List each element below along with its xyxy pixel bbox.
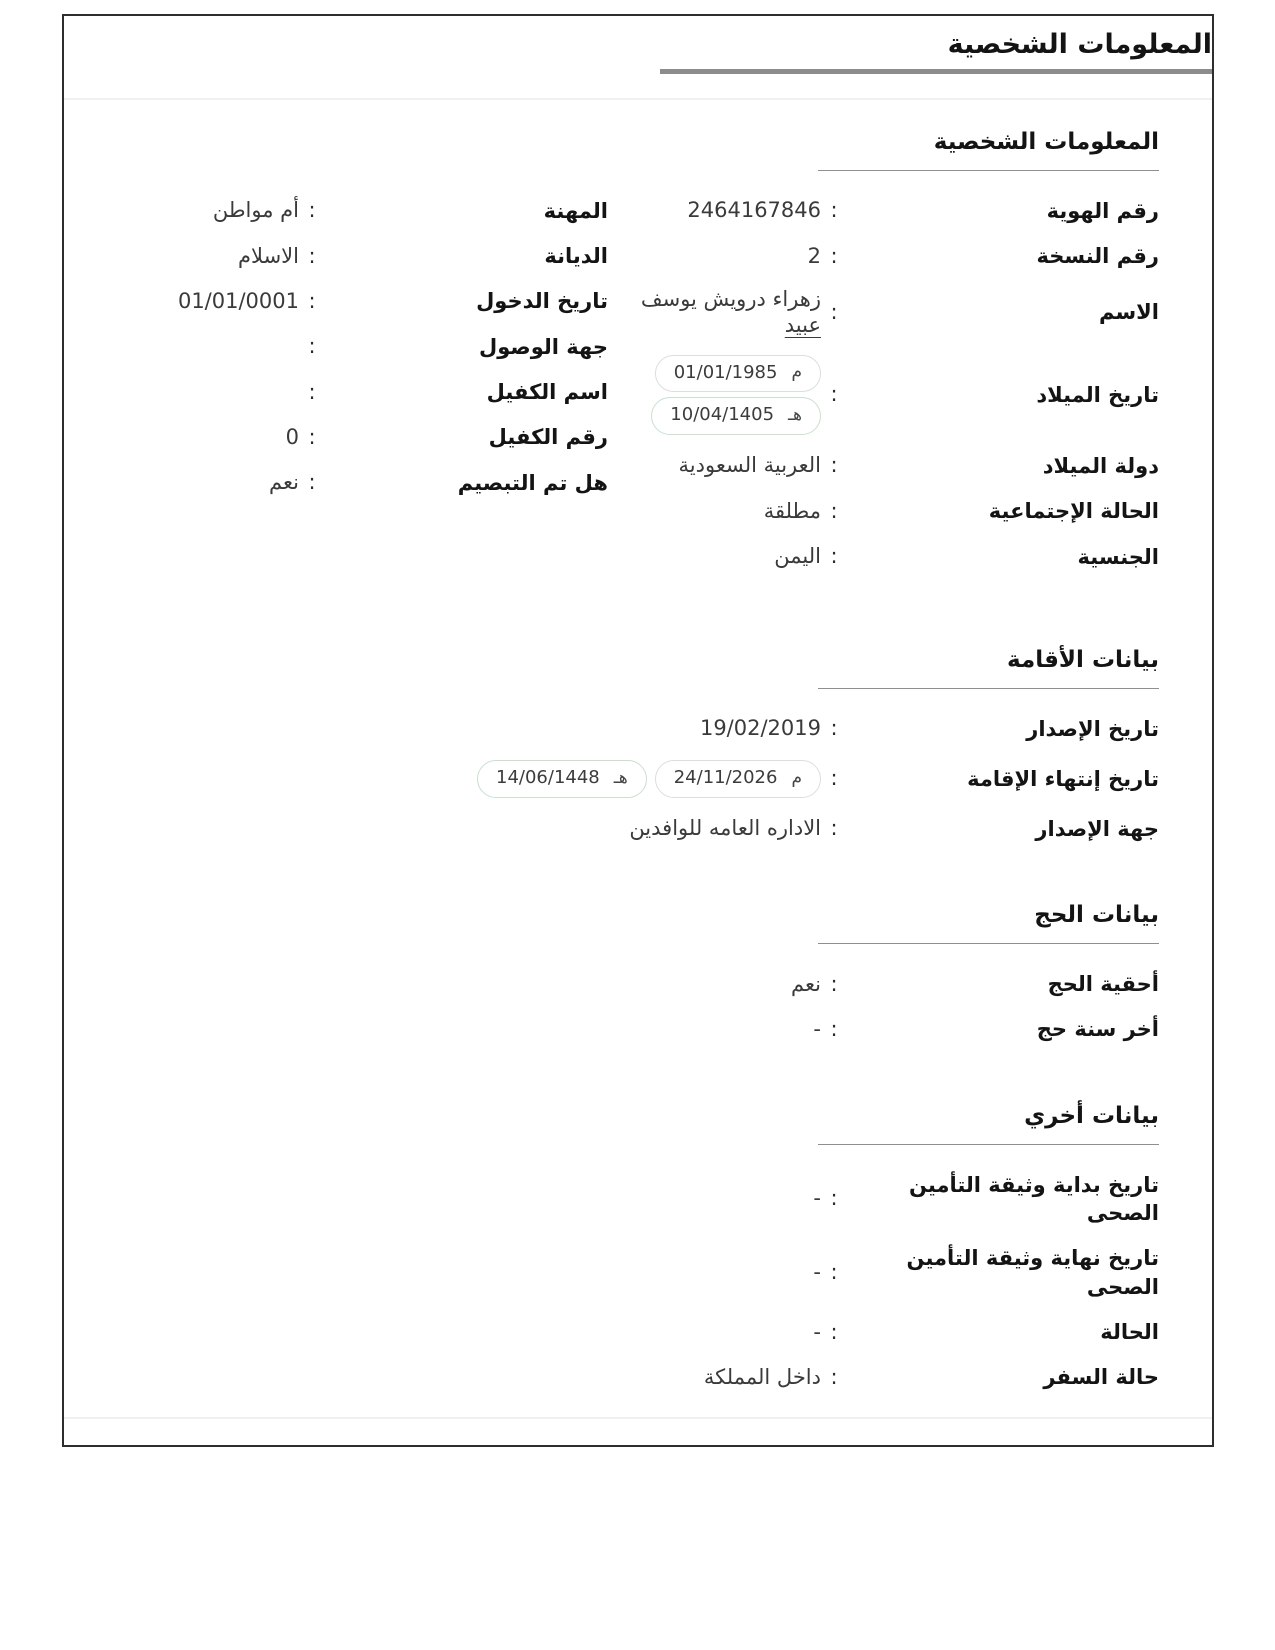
last-hajj-year-value: - <box>813 1016 821 1041</box>
sponsor-number-label: رقم الكفيل <box>488 425 608 450</box>
birth-date-gregorian-value: 01/01/1985 <box>673 361 778 383</box>
name-value-line2: عبيد <box>784 312 821 337</box>
religion-value: الاسلام <box>238 243 299 268</box>
field-nationality <box>638 543 1159 571</box>
field-issue-date <box>117 715 1159 743</box>
field-sponsor-number <box>117 423 608 451</box>
expiry-gregorian-value: 24/11/2026 <box>673 767 778 789</box>
title-underline <box>660 69 1212 74</box>
insurance-end-label: تاريخ نهاية وثيقة التأمين الصحى <box>906 1246 1159 1299</box>
insurance-end-value: - <box>813 1260 821 1284</box>
insurance-start-value: - <box>813 1186 821 1211</box>
field-id-number <box>638 197 1159 225</box>
section-residence-data <box>117 646 1159 843</box>
colon-separator: : <box>830 243 838 268</box>
field-status <box>117 1318 1159 1346</box>
marital-status-label: الحالة الإجتماعية <box>988 499 1159 524</box>
personal-column-left <box>117 197 638 588</box>
profession-value: أم مواطن <box>212 198 299 223</box>
hijri-calendar-letter: هـ <box>788 404 802 425</box>
field-profession <box>117 197 608 225</box>
status-value: - <box>813 1319 821 1344</box>
field-last-hajj-year <box>117 1015 1159 1043</box>
field-issuer <box>117 815 1159 843</box>
colon-separator: : <box>830 971 838 996</box>
entry-date-label: تاريخ الدخول <box>476 289 608 314</box>
nationality-label: الجنسية <box>1077 544 1159 569</box>
birth-date-hijri-pill <box>651 397 821 435</box>
section-residence-heading: بيانات الأقامة <box>818 646 1159 689</box>
field-religion <box>117 242 608 270</box>
colon-separator: : <box>308 379 316 404</box>
travel-status-value: داخل المملكة <box>703 1364 821 1389</box>
field-entry-date <box>117 287 608 315</box>
issuer-value: الاداره العامه للوافدين <box>629 816 821 841</box>
sponsor-number-value: 0 <box>285 424 299 449</box>
field-fingerprinted <box>117 469 608 497</box>
colon-separator: : <box>830 1016 838 1041</box>
birth-date-label: تاريخ الميلاد <box>1036 382 1159 407</box>
colon-separator: : <box>830 198 838 223</box>
birth-country-value: العربية السعودية <box>678 453 821 478</box>
colon-separator: : <box>308 334 316 359</box>
religion-label: الديانة <box>544 243 608 268</box>
field-insurance-start-date <box>117 1171 1159 1228</box>
section-hajj-data <box>117 901 1159 1044</box>
field-residence-expiry-date <box>117 760 1159 798</box>
personal-info-card <box>62 14 1214 1447</box>
colon-separator: : <box>830 1364 838 1389</box>
colon-separator: : <box>830 1186 838 1211</box>
expiry-hijri-pill <box>477 760 647 798</box>
gregorian-calendar-letter: م <box>791 362 802 383</box>
section-personal-heading: المعلومات الشخصية <box>818 128 1159 171</box>
birth-date-gregorian-pill <box>655 355 821 393</box>
last-hajj-year-label: أخر سنة حج <box>1036 1017 1159 1042</box>
field-hajj-eligibility <box>117 970 1159 998</box>
colon-separator: : <box>308 198 316 223</box>
colon-separator: : <box>308 424 316 449</box>
birth-date-value <box>638 355 821 435</box>
field-sponsor-name <box>117 378 608 406</box>
colon-separator: : <box>830 299 838 324</box>
footer-divider <box>64 1417 1212 1419</box>
status-label: الحالة <box>1100 1319 1159 1344</box>
arrival-point-label: جهة الوصول <box>479 334 608 359</box>
id-number-value: 2464167846 <box>687 198 821 223</box>
name-value-line1: زهراء درويش يوسف <box>640 287 821 312</box>
card-body <box>64 128 1212 1392</box>
issue-date-label: تاريخ الإصدار <box>1026 716 1159 741</box>
personal-columns <box>117 197 1159 588</box>
field-arrival-point <box>117 333 608 361</box>
birth-country-label: دولة الميلاد <box>1042 453 1159 478</box>
residence-expiry-label: تاريخ إنتهاء الإقامة <box>967 766 1159 791</box>
name-value <box>638 287 821 337</box>
expiry-gregorian-pill <box>655 760 821 798</box>
colon-separator: : <box>308 470 316 495</box>
field-birth-country <box>638 452 1159 480</box>
section-other-data <box>117 1102 1159 1392</box>
gregorian-calendar-letter: م <box>791 767 802 788</box>
field-travel-status <box>117 1363 1159 1391</box>
entry-date-value: 01/01/0001 <box>177 288 299 313</box>
field-insurance-end-date <box>117 1244 1159 1301</box>
hajj-eligibility-value: نعم <box>791 971 821 996</box>
colon-separator: : <box>830 816 838 841</box>
field-name <box>638 287 1159 337</box>
version-number-value: 2 <box>807 243 821 268</box>
field-birth-date <box>638 355 1159 435</box>
colon-separator: : <box>830 766 838 791</box>
profession-label: المهنة <box>543 198 608 223</box>
colon-separator: : <box>830 498 838 523</box>
marital-status-value: مطلقة <box>763 498 821 523</box>
fingerprinted-label: هل تم التبصيم <box>457 470 608 495</box>
travel-status-label: حالة السفر <box>1043 1365 1159 1390</box>
hijri-calendar-letter: هـ <box>613 767 628 788</box>
hajj-eligibility-label: أحقية الحج <box>1047 971 1159 996</box>
card-header <box>64 16 1212 100</box>
colon-separator: : <box>308 243 316 268</box>
nationality-value: اليمن <box>774 544 821 569</box>
birth-date-hijri-value: 10/04/1405 <box>670 404 775 426</box>
issue-date-value: 19/02/2019 <box>699 716 821 741</box>
field-version-number <box>638 242 1159 270</box>
personal-column-right <box>638 197 1159 588</box>
sponsor-name-label: اسم الكفيل <box>486 380 608 405</box>
insurance-start-label: تاريخ بداية وثيقة التأمين الصحى <box>908 1172 1159 1225</box>
section-other-heading: بيانات أخري <box>818 1102 1159 1145</box>
residence-expiry-value <box>117 760 821 798</box>
field-marital-status <box>638 497 1159 525</box>
section-personal-info <box>117 128 1159 588</box>
colon-separator: : <box>830 716 838 741</box>
colon-separator: : <box>830 544 838 569</box>
colon-separator: : <box>830 1319 838 1344</box>
page-title: المعلومات الشخصية <box>947 29 1212 60</box>
version-number-label: رقم النسخة <box>1036 243 1159 268</box>
colon-separator: : <box>830 453 838 478</box>
section-hajj-heading: بيانات الحج <box>818 901 1159 944</box>
fingerprinted-value: نعم <box>269 470 299 495</box>
colon-separator: : <box>308 288 316 313</box>
expiry-hijri-value: 14/06/1448 <box>496 767 600 789</box>
colon-separator: : <box>830 382 838 407</box>
name-label: الاسم <box>1099 300 1159 325</box>
issuer-label: جهة الإصدار <box>1035 816 1159 841</box>
colon-separator: : <box>830 1260 838 1284</box>
id-number-label: رقم الهوية <box>1046 198 1159 223</box>
